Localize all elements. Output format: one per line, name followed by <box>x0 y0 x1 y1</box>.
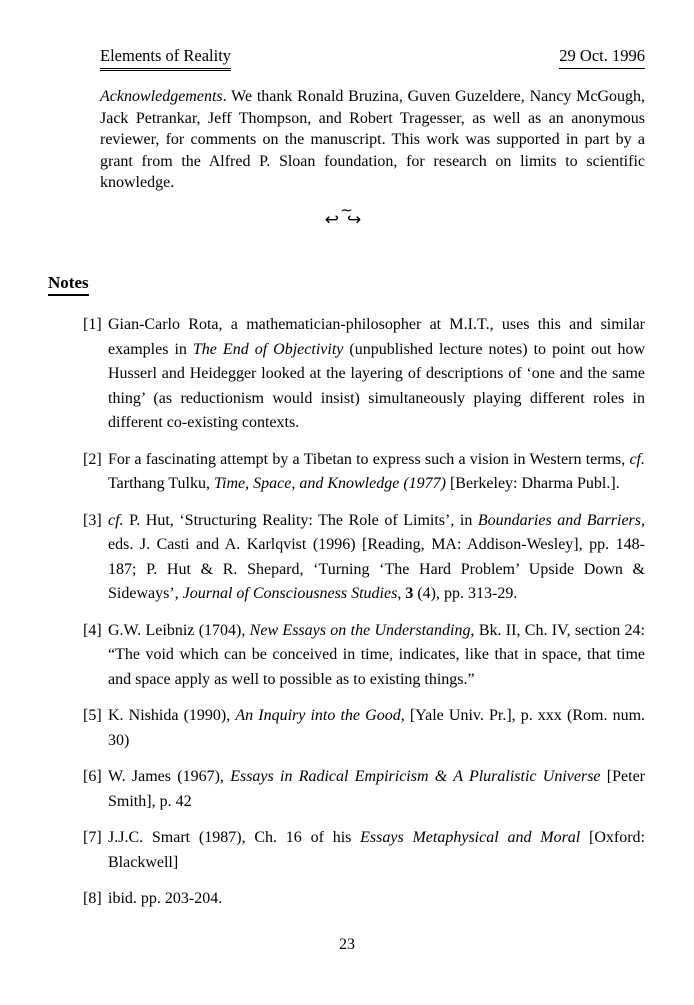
text-segment: Gian-Carlo Rota, a mathematician-philosopher at M.I.T., uses this and similar examples in <box>108 316 645 358</box>
note-text <box>108 704 645 753</box>
running-title: Elements of Reality <box>100 46 231 71</box>
note-text <box>108 826 645 875</box>
text-segment: G.W. Leibniz (1704), <box>108 621 250 639</box>
text-segment: J.J.C. Smart (1987), Ch. 16 of his <box>108 829 361 846</box>
note-item <box>83 619 645 693</box>
note-item <box>83 765 645 814</box>
note-text <box>108 448 645 497</box>
text-segment: , <box>397 585 406 602</box>
note-text <box>108 619 645 693</box>
text-segment: Essays Metaphysical and Moral <box>360 829 581 846</box>
note-marker: [2] <box>83 450 102 468</box>
text-segment: , [Yale Univ. Pr.], p. xxx (Rom. num. 30) <box>108 707 646 749</box>
text-segment: Boundaries and Barriers <box>477 511 641 529</box>
text-segment: 3 <box>405 585 414 602</box>
note-marker: [5] <box>83 707 102 724</box>
text-segment: For a fascinating attempt by a Tibetan to express such a vision in Western terms, <box>108 450 630 468</box>
text-segment: W. James (1967), <box>108 768 231 785</box>
note-marker: [6] <box>83 768 102 785</box>
left-hook-arrow-icon: ↩ <box>324 210 347 230</box>
text-segment: An Inquiry into the Good <box>235 707 401 724</box>
text-segment: (4), pp. 313-29. <box>413 585 518 602</box>
text-segment: Journal of Consciousness Studies <box>182 585 398 602</box>
acknowledgements-paragraph <box>100 86 645 194</box>
text-segment: ibid. pp. 203-204. <box>108 890 223 907</box>
text-segment: cf. <box>108 511 124 529</box>
text-segment: K. Nishida (1990), <box>108 707 236 724</box>
note-marker: [4] <box>83 621 102 639</box>
text-segment: [Peter Smith], p. 42 <box>108 768 645 810</box>
section-break-ornament <box>0 201 694 230</box>
notes-heading: Notes <box>48 273 89 296</box>
note-item <box>83 826 645 875</box>
note-item <box>83 509 645 607</box>
text-segment: Acknowledgements <box>100 88 223 105</box>
text-segment: Tarthang Tulku, <box>108 475 214 492</box>
text-segment: , eds. J. Casti and A. Karlqvist (1996) [Reading, MA: Addison-Wesley], pp. 148-187; P. Hut & R. Shepard, ‘Turning ‘The Hard Problem’ Upside Down & Sideways’, <box>108 511 645 602</box>
note-text <box>108 765 645 814</box>
page-header <box>100 46 645 71</box>
text-segment: . We thank Ronald Bruzina, Guven Guzeldere, Nancy McGough, Jack Petrankar, Jeff Thompson, and Robert Tragesser, as well as an anonymous reviewer, for comments on the manuscript. This work was supported in part by a grant from the Alfred P. Sloan foundation, for research on limits to scientific knowledge. <box>100 88 645 191</box>
text-segment: Time, Space, and Knowledge (1977) <box>214 475 446 492</box>
text-segment: [Berkeley: Dharma Publ.]. <box>445 475 620 492</box>
text-segment: New Essays on the Understanding <box>249 621 471 639</box>
note-marker: [3] <box>83 511 102 529</box>
text-segment: Essays in Radical Empiricism & A Pluralistic Universe <box>230 768 601 785</box>
text-segment: , Bk. II, Ch. IV, section 24: “The void which can be conceived in time, indicates, like that in space, that time and space apply as well to possible as to existing things.” <box>108 621 645 688</box>
text-segment: P. Hut, ‘Structuring Reality: The Role of Limits’, in <box>123 511 478 529</box>
tilde-icon: ∼ <box>340 201 353 219</box>
note-item <box>83 448 645 497</box>
text-segment: [Oxford: Blackwell] <box>108 829 645 871</box>
header-date: 29 Oct. 1996 <box>559 46 645 69</box>
note-marker: [1] <box>83 316 102 333</box>
note-item <box>83 887 645 912</box>
note-marker: [8] <box>83 890 102 907</box>
note-item <box>83 313 645 436</box>
text-segment: (unpublished lecture notes) to point out how Husserl and Heidegger looked at the layering of descriptions of ‘one and the same thing’ (as reductionism would insist) simultaneously playing different roles in different co-existing contexts. <box>108 340 646 431</box>
note-text <box>108 313 645 436</box>
note-item <box>83 704 645 753</box>
note-text <box>108 887 645 912</box>
note-marker: [7] <box>83 829 102 846</box>
page-number: 23 <box>339 936 355 953</box>
note-text <box>108 509 645 607</box>
text-segment: The End of Objectivity <box>192 340 344 358</box>
notes-list <box>83 313 645 924</box>
squiggle-arrows-icon <box>324 201 370 230</box>
text-segment: cf. <box>629 450 645 468</box>
right-hook-arrow-icon: ↪ <box>347 210 370 230</box>
